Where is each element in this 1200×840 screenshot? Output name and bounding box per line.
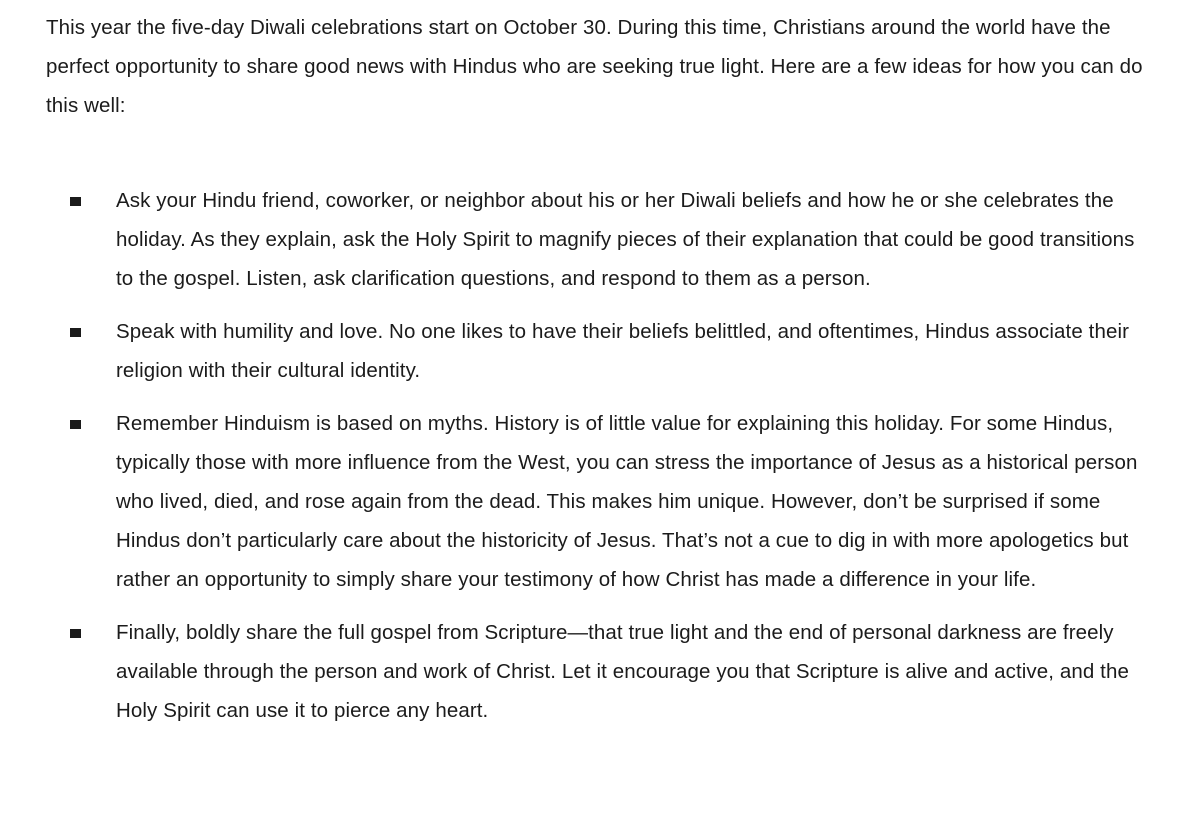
list-item (46, 404, 1146, 599)
square-bullet-icon (70, 328, 81, 337)
intro-paragraph: This year the five-day Diwali celebrations start on October 30. During this time, Christians around the world have the perfect opportunity to share good news with Hindus who are seeking true light. Here are a few ideas for how you can do this well: (46, 16, 1143, 117)
article-body (46, 8, 1146, 744)
square-bullet-icon (70, 420, 81, 429)
ideas-list (46, 181, 1146, 730)
square-bullet-icon (70, 629, 81, 638)
square-bullet-icon (70, 197, 81, 206)
list-item-text: Ask your Hindu friend, coworker, or neighbor about his or her Diwali beliefs and how he or she celebrates the holiday. As they explain, ask the Holy Spirit to magnify pieces of their explanation that could be good transitions to the gospel. Listen, ask clarification questions, and respond to them as a person. (116, 189, 1135, 290)
list-item-text: Remember Hinduism is based on myths. History is of little value for explaining this holiday. For some Hindus, typically those with more influence from the West, you can stress the importance of Jesus as a historical person who lived, died, and rose again from the dead. This makes him unique. However, don’t be surprised if some Hindus don’t particularly care about the historicity of Jesus. That’s not a cue to dig in with more apologetics but rather an opportunity to simply share your testimony of how Christ has made a difference in your life. (116, 412, 1138, 591)
list-item (46, 613, 1146, 730)
list-item-text: Finally, boldly share the full gospel from Scripture—that true light and the end of personal darkness are freely available through the person and work of Christ. Let it encourage you that Scripture is alive and active, and the Holy Spirit can use it to pierce any heart. (116, 621, 1129, 722)
list-item-text: Speak with humility and love. No one likes to have their beliefs belittled, and oftentimes, Hindus associate their religion with their cultural identity. (116, 320, 1130, 382)
list-item (46, 181, 1146, 298)
list-item (46, 312, 1146, 390)
